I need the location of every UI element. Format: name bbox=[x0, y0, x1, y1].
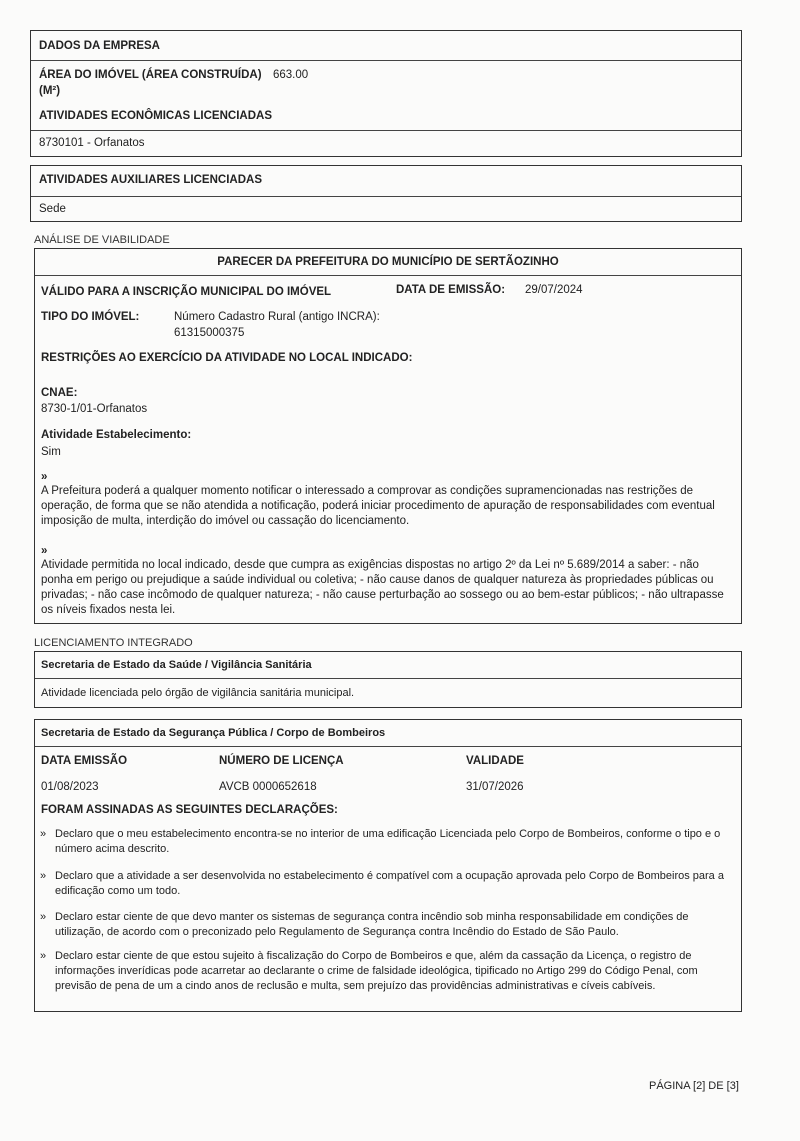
atividade-estabelecimento-value: Sim bbox=[41, 446, 61, 458]
declaracao-text: Declaro estar ciente de que estou sujeito à fiscalização do Corpo de Bombeiros e que, além da cassação da Licença, o registro de informações inverídicas pode acarretar ao declarante o crime de falsidade ideológica, tipificado no Artigo 299 do Código Penal, com previsão de pena de um a cindo anos de reclusão e multa, sem prejuízo das providências administrativas e cíveis cabíveis. bbox=[55, 950, 698, 992]
analise-title: PARECER DA PREFEITURA DO MUNICÍPIO DE SERTÃOZINHO bbox=[217, 256, 559, 268]
analise-section-label: ANÁLISE DE VIABILIDADE bbox=[34, 234, 170, 246]
paragraph-marker: » bbox=[41, 471, 48, 483]
saude-text: Atividade licenciada pelo órgão de vigilância sanitária municipal. bbox=[41, 687, 355, 699]
area-value: 663.00 bbox=[273, 69, 309, 81]
declaracao-text: Declaro que a atividade a ser desenvolvida no estabelecimento é compatível com a ocupação aprovada pelo Corpo de Bombeiros para a edificação como um todo. bbox=[55, 870, 724, 897]
dados-empresa-box bbox=[30, 30, 742, 157]
tipo-imovel-value: Número Cadastro Rural (antigo INCRA): bbox=[174, 311, 380, 323]
atividades-auxiliares-value: Sede bbox=[39, 203, 66, 215]
bullet-icon: » bbox=[40, 950, 47, 962]
validade-value: 31/07/2026 bbox=[466, 781, 524, 793]
bullet-icon: » bbox=[40, 870, 47, 882]
list-item bbox=[35, 869, 735, 899]
data-emissao-label: DATA DE EMISSÃO: bbox=[396, 284, 506, 296]
validade-header: VALIDADE bbox=[466, 755, 524, 767]
tipo-imovel-label: TIPO DO IMÓVEL: bbox=[41, 311, 140, 323]
data-emissao-header: DATA EMISSÃO bbox=[41, 755, 128, 767]
atividades-value: 8730101 - Orfanatos bbox=[39, 137, 145, 149]
divider bbox=[35, 746, 741, 747]
divider bbox=[31, 60, 741, 61]
atividades-auxiliares-title: ATIVIDADES AUXILIARES LICENCIADAS bbox=[39, 174, 262, 186]
area-unit: (M²) bbox=[39, 85, 61, 97]
bombeiros-title: Secretaria de Estado da Segurança Pública / Corpo de Bombeiros bbox=[41, 727, 386, 739]
activity-permitted-paragraph: Atividade permitida no local indicado, desde que cumpra as exigências dispostas no artigo 2º da Lei nº 5.689/2014 a saber: - não ponha em perigo ou prejudique a saúde individual ou coletiva; - não cause danos de qualquer natureza às propriedades públicas ou privadas; - não case incômodo de qualquer natureza; - não cause perturbação ao sossego ou ao bem-estar públicos; - não ultrapasse os níveis fixados nesta lei. bbox=[41, 559, 724, 616]
declaracoes-label: FORAM ASSINADAS AS SEGUINTES DECLARAÇÕES: bbox=[41, 804, 338, 816]
tipo-imovel-number: 61315000375 bbox=[174, 327, 245, 339]
notification-paragraph: A Prefeitura poderá a qualquer momento notificar o interessado a comprovar as condições supramencionadas nas restrições de operação, de forma que se não atendida a notificação, poderá iniciar procedimento de apuração de responsabilidades com eventual imposição de multa, interdição do imóvel ou cassação do licenciamento. bbox=[41, 485, 715, 527]
dados-empresa-title: DADOS DA EMPRESA bbox=[39, 40, 160, 52]
saude-box bbox=[34, 651, 742, 708]
numero-licenca-header: NÚMERO DE LICENÇA bbox=[219, 755, 344, 767]
divider bbox=[35, 275, 741, 276]
numero-licenca-value: AVCB 0000652618 bbox=[219, 781, 317, 793]
list-item bbox=[35, 827, 735, 857]
saude-title: Secretaria de Estado da Saúde / Vigilância Sanitária bbox=[41, 659, 312, 671]
licenciamento-section-label: LICENCIAMENTO INTEGRADO bbox=[34, 637, 193, 649]
list-item bbox=[35, 910, 735, 940]
declaracao-text: Declaro que o meu estabelecimento encontra-se no interior de uma edificação Licenciada pelo Corpo de Bombeiros, conforme o tipo e o número acima descrito. bbox=[55, 828, 721, 855]
page-number: PÁGINA [2] DE [3] bbox=[649, 1080, 739, 1092]
divider bbox=[31, 130, 741, 131]
cnae-label: CNAE: bbox=[41, 387, 78, 399]
valido-label: VÁLIDO PARA A INSCRIÇÃO MUNICIPAL DO IMÓVEL bbox=[41, 286, 332, 298]
atividade-estabelecimento-label: Atividade Estabelecimento: bbox=[41, 429, 192, 441]
area-label: ÁREA DO IMÓVEL (ÁREA CONSTRUÍDA) bbox=[39, 69, 262, 81]
analise-box bbox=[34, 248, 742, 624]
data-emissao-value: 01/08/2023 bbox=[41, 781, 99, 793]
restricoes-label: RESTRIÇÕES AO EXERCÍCIO DA ATIVIDADE NO LOCAL INDICADO: bbox=[41, 352, 413, 364]
bullet-icon: » bbox=[40, 911, 47, 923]
divider bbox=[31, 196, 741, 197]
divider bbox=[35, 678, 741, 679]
bullet-icon: » bbox=[40, 828, 47, 840]
paragraph-marker: » bbox=[41, 545, 48, 557]
bombeiros-box bbox=[34, 719, 742, 1012]
cnae-value: 8730-1/01-Orfanatos bbox=[41, 403, 148, 415]
atividades-auxiliares-box bbox=[30, 165, 742, 222]
atividades-label: ATIVIDADES ECONÔMICAS LICENCIADAS bbox=[39, 110, 272, 122]
list-item bbox=[35, 949, 735, 994]
declaracao-text: Declaro estar ciente de que devo manter os sistemas de segurança contra incêndio sob minha responsabilidade em condições de utilização, de acordo com o preconizado pelo Regulamento de Segurança contra Incêndio do Estado de São Paulo. bbox=[55, 911, 689, 938]
data-emissao-value: 29/07/2024 bbox=[525, 284, 583, 296]
